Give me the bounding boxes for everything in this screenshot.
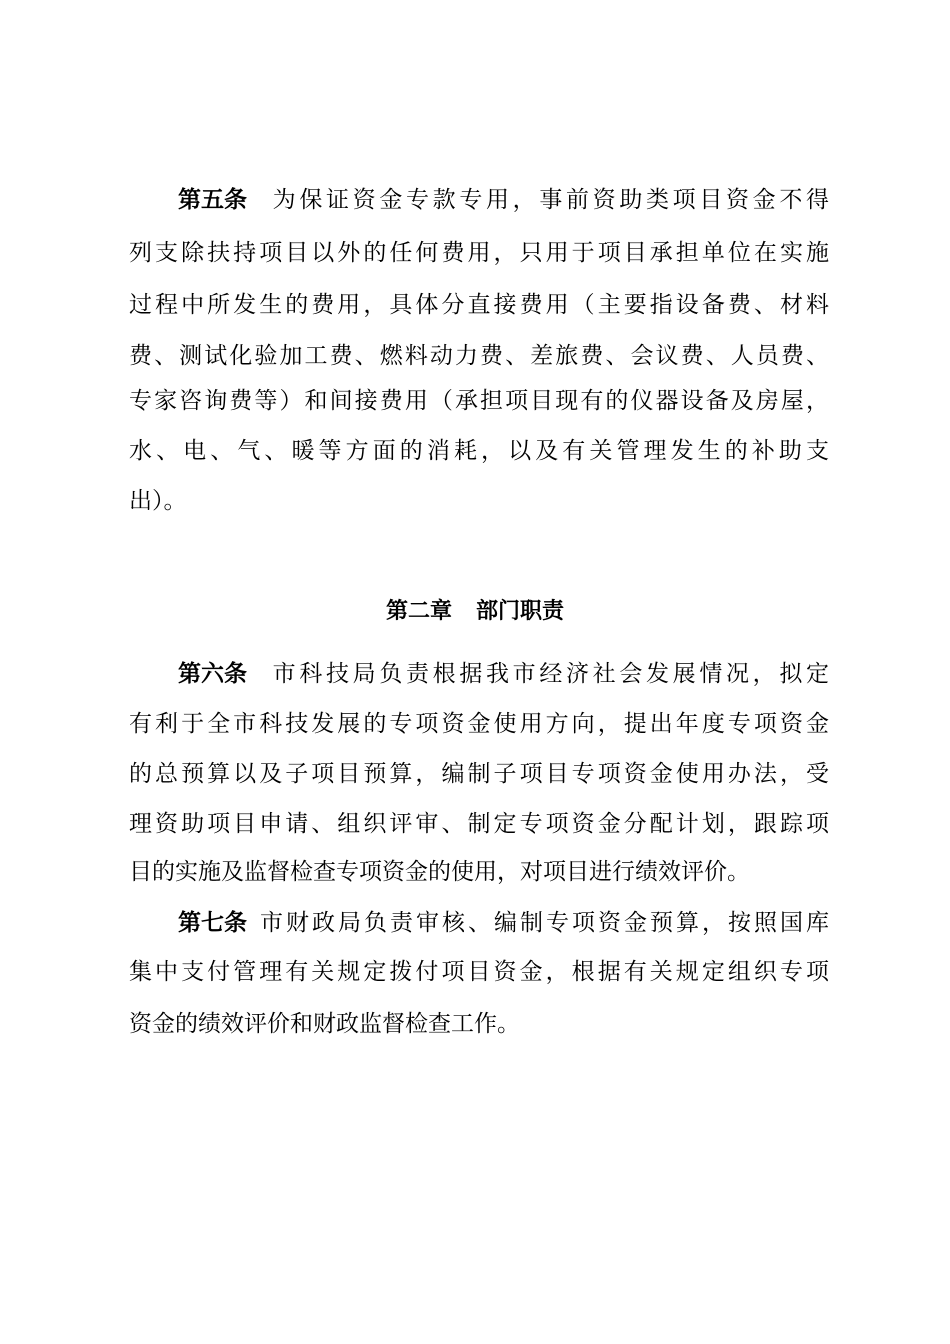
article-5-text-line-1: 为保证资金专款专用，事前资助类项目资金不得 <box>269 187 829 213</box>
article-6-text-line-4: 理资助项目申请、组织评审、制定专项资金分配计划，跟踪项 <box>129 811 829 837</box>
article-7-text-line-2: 集中支付管理有关规定拨付项目资金，根据有关规定组织专项 <box>129 959 829 985</box>
article-7-text-line-1: 市财政局负责审核、编制专项资金预算，按照国库 <box>257 910 829 936</box>
article-6-text-line-2: 有利于全市科技发展的专项资金使用方向，提出年度专项资金 <box>129 711 829 737</box>
article-7-text-line-3: 资金的绩效评价和财政监督检查工作。 <box>129 1011 520 1037</box>
article-6-text-line-3: 的总预算以及子项目预算，编制子项目专项资金使用办法，受 <box>129 761 829 787</box>
article-6-text-line-1: 市科技局负责根据我市经济社会发展情况，拟定 <box>269 661 829 687</box>
article-6-label: 第六条 <box>178 661 247 687</box>
article-6-first-line <box>178 659 829 689</box>
article-5-label: 第五条 <box>178 187 247 213</box>
article-5-text-line-5: 专家咨询费等）和间接费用（承担项目现有的仪器设备及房屋， <box>129 388 829 414</box>
article-5-first-line <box>178 185 829 215</box>
chapter-heading <box>0 597 950 627</box>
article-5-text-line-6: 水、电、气、暖等方面的消耗，以及有关管理发生的补助支 <box>129 438 829 464</box>
article-7-first-line <box>178 908 829 938</box>
chapter-title: 部门职责 <box>476 599 565 624</box>
article-5-text-line-3: 过程中所发生的费用，具体分直接费用（主要指设备费、材料 <box>129 292 829 318</box>
article-5-text-line-2: 列支除扶持项目以外的任何费用，只用于项目承担单位在实施 <box>129 240 829 266</box>
article-6-text-line-5: 目的实施及监督检查专项资金的使用，对项目进行绩效评价。 <box>129 859 750 885</box>
chapter-number: 第二章 <box>385 599 452 624</box>
article-5-text-line-7: 出）。 <box>129 488 187 514</box>
article-5-text-line-4: 费、测试化验加工费、燃料动力费、差旅费、会议费、人员费、 <box>129 343 829 369</box>
article-7-label: 第七条 <box>178 910 247 936</box>
